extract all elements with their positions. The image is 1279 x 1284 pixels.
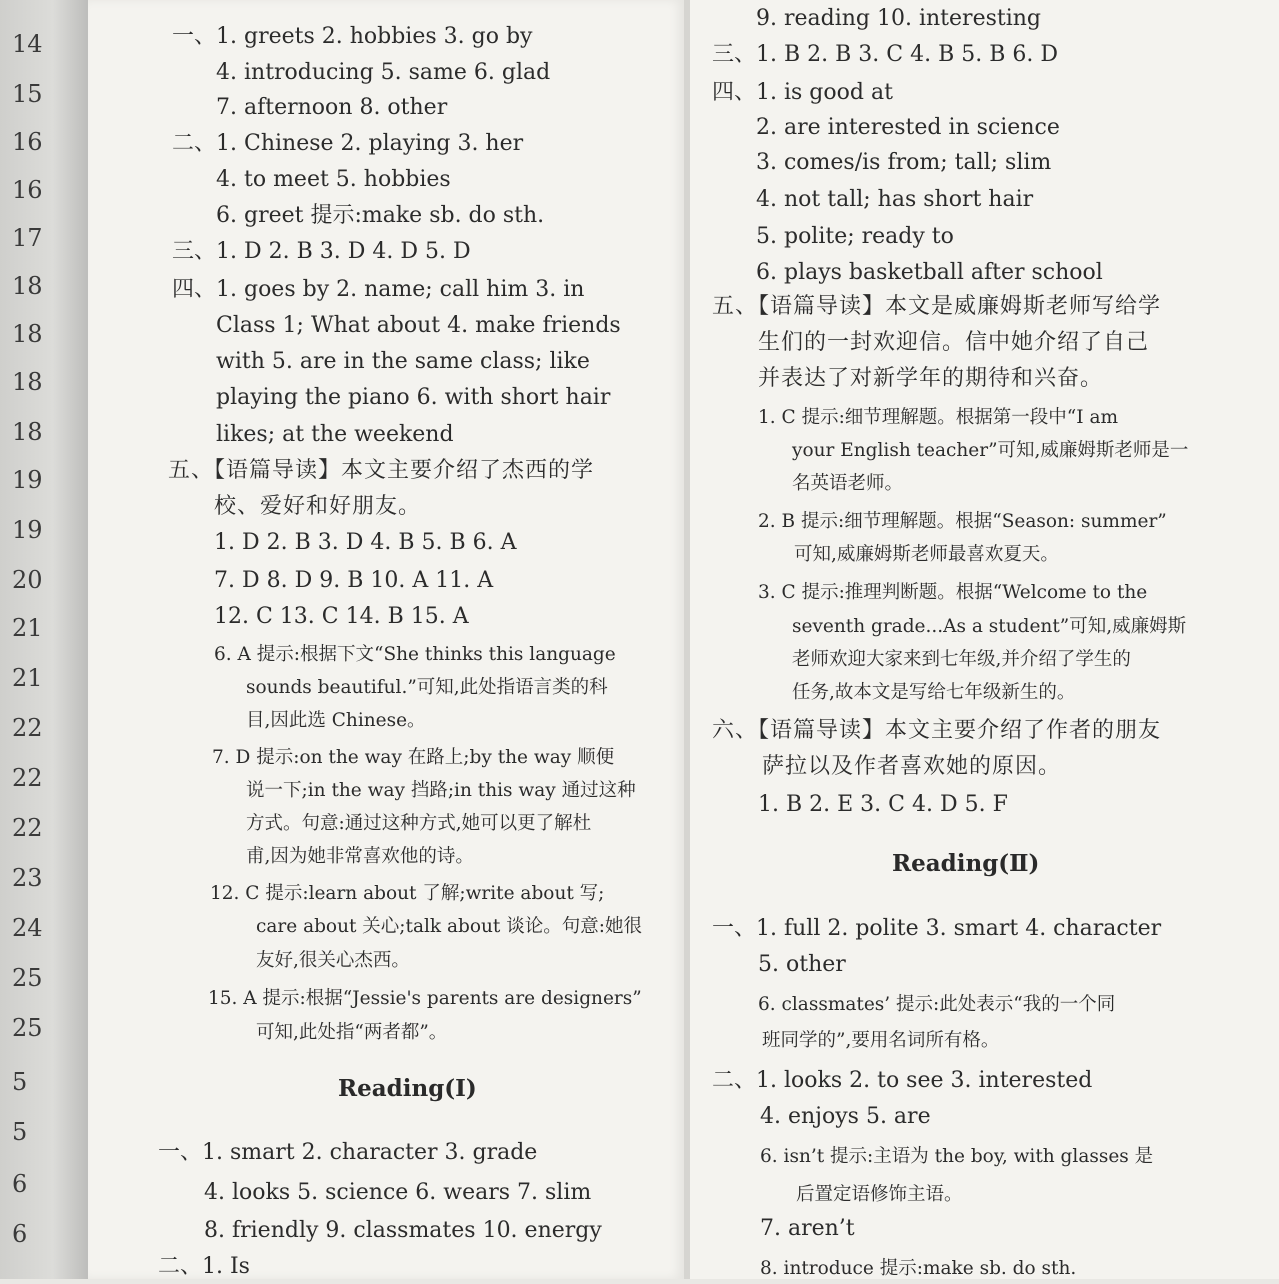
left-answer-line: 五、【语篇导读】本文主要介绍了杰西的学 — [168, 458, 595, 483]
margin-page-number: 6 — [12, 1220, 28, 1248]
margin-page-number: 22 — [12, 714, 43, 742]
margin-page-number: 5 — [12, 1118, 28, 1146]
left-answer-line: 7. afternoon 8. other — [216, 95, 448, 120]
left-answer-line: care about 关心;talk about 谈论。句意:她很 — [256, 916, 642, 937]
right-answer-line: 2. are interested in science — [756, 115, 1060, 140]
margin-page-number: 6 — [12, 1170, 28, 1198]
right-answer-line: 并表达了对新学年的期待和兴奋。 — [758, 366, 1104, 391]
left-answer-line: likes; at the weekend — [216, 422, 454, 447]
left-answer-line: 校、爱好和好朋友。 — [214, 494, 422, 519]
left-answer-line: playing the piano 6. with short hair — [216, 385, 611, 410]
left-answer-line: 4. to meet 5. hobbies — [216, 167, 451, 192]
margin-page-number: 18 — [12, 272, 43, 300]
left-answer-line: 12. C 提示:learn about 了解;write about 写; — [210, 883, 605, 904]
margin-page-number: 19 — [12, 516, 43, 544]
margin-page-number: 16 — [12, 176, 43, 204]
right-answer-line: 8. introduce 提示:make sb. do sth. — [760, 1258, 1077, 1279]
margin-page-number: 25 — [12, 1014, 43, 1042]
left-answer-line: 目,因此选 Chinese。 — [246, 710, 426, 731]
right-answer-line: 任务,故本文是写给七年级新生的。 — [792, 682, 1076, 703]
margin-page-number: 19 — [12, 466, 43, 494]
right-answer-line: 可知,威廉姆斯老师最喜欢夏天。 — [794, 544, 1059, 565]
right-answer-line: 生们的一封欢迎信。信中她介绍了自己 — [758, 330, 1150, 355]
left-answer-line: 三、1. D 2. B 3. D 4. D 5. D — [172, 239, 471, 264]
left-answer-line: 一、1. smart 2. character 3. grade — [158, 1140, 538, 1165]
right-answer-line: 后置定语修饰主语。 — [796, 1184, 963, 1205]
left-answer-line: 二、1. Chinese 2. playing 3. her — [172, 131, 524, 156]
left-answer-line: 说一下;in the way 挡路;in this way 通过这种 — [246, 780, 636, 801]
margin-page-number: 22 — [12, 764, 43, 792]
right-answer-line: 3. C 提示:推理判断题。根据“Welcome to the — [758, 582, 1148, 603]
left-answer-line: Class 1; What about 4. make friends — [216, 313, 621, 338]
margin-page-number: 18 — [12, 320, 43, 348]
right-answer-line: 老师欢迎大家来到七年级,并介绍了学生的 — [792, 649, 1131, 670]
right-answer-line: 二、1. looks 2. to see 3. interested — [712, 1068, 1093, 1093]
left-answer-line: 15. A 提示:根据“Jessie's parents are designers” — [208, 988, 642, 1009]
right-answer-line: seventh grade...As a student”可知,威廉姆斯 — [792, 616, 1187, 637]
margin-page-number: 18 — [12, 418, 43, 446]
left-answer-line: 12. C 13. C 14. B 15. A — [214, 604, 469, 629]
margin-page-number: 22 — [12, 814, 43, 842]
margin-page-number: 20 — [12, 566, 43, 594]
left-answer-line: sounds beautiful.”可知,此处指语言类的科 — [246, 677, 608, 698]
right-section-heading: Reading(Ⅱ) — [892, 850, 1040, 877]
left-answer-line: 6. A 提示:根据下文“She thinks this language — [214, 644, 616, 665]
left-answer-line: 友好,很关心杰西。 — [256, 950, 410, 971]
right-answer-line: 四、1. is good at — [712, 80, 893, 105]
margin-page-number: 21 — [12, 664, 43, 692]
left-answer-line: 甫,因为她非常喜欢他的诗。 — [246, 846, 474, 867]
right-answer-line: 名英语老师。 — [792, 473, 904, 494]
margin-page-number: 21 — [12, 614, 43, 642]
left-section-heading: Reading(Ⅰ) — [338, 1075, 477, 1102]
right-answer-line: 6. plays basketball after school — [756, 260, 1103, 285]
right-answer-line: 六、【语篇导读】本文主要介绍了作者的朋友 — [712, 718, 1162, 743]
right-answer-line: 班同学的”,要用名词所有格。 — [762, 1030, 1000, 1051]
left-answer-line: 四、1. goes by 2. name; call him 3. in — [172, 277, 585, 302]
margin-page-number: 25 — [12, 964, 43, 992]
margin-page-number: 16 — [12, 128, 43, 156]
margin-page-number: 14 — [12, 30, 43, 58]
left-answer-line: 8. friendly 9. classmates 10. energy — [204, 1218, 602, 1243]
margin-page-number: 17 — [12, 224, 43, 252]
right-answer-line: 2. B 提示:细节理解题。根据“Season: summer” — [758, 511, 1167, 532]
right-answer-line: 三、1. B 2. B 3. C 4. B 5. B 6. D — [712, 42, 1059, 67]
left-answer-line: with 5. are in the same class; like — [216, 349, 590, 374]
left-answer-line: 7. D 8. D 9. B 10. A 11. A — [214, 568, 494, 593]
right-answer-line: 6. classmates’ 提示:此处表示“我的一个同 — [758, 994, 1116, 1015]
margin-page-number: 23 — [12, 864, 43, 892]
right-answer-line: 一、1. full 2. polite 3. smart 4. character — [712, 916, 1162, 941]
right-answer-line: 5. other — [758, 952, 846, 977]
margin-page-number: 24 — [12, 914, 43, 942]
right-answer-line: 6. isn’t 提示:主语为 the boy, with glasses 是 — [760, 1146, 1154, 1167]
right-answer-line: 4. not tall; has short hair — [756, 187, 1034, 212]
left-answer-line: 4. introducing 5. same 6. glad — [216, 60, 551, 85]
right-answer-line: 3. comes/is from; tall; slim — [756, 150, 1052, 175]
right-answer-line: 1. B 2. E 3. C 4. D 5. F — [758, 792, 1008, 817]
left-answer-line: 6. greet 提示:make sb. do sth. — [216, 203, 545, 228]
right-answer-line: 7. aren’t — [760, 1216, 855, 1241]
right-answer-line: 萨拉以及作者喜欢她的原因。 — [762, 754, 1062, 779]
right-answer-line: 5. polite; ready to — [756, 224, 954, 249]
margin-page-number: 15 — [12, 80, 43, 108]
right-answer-line: your English teacher”可知,威廉姆斯老师是一 — [792, 440, 1189, 461]
right-answer-line: 9. reading 10. interesting — [756, 6, 1042, 31]
right-answer-line: 4. enjoys 5. are — [760, 1104, 931, 1129]
left-answer-line: 7. D 提示:on the way 在路上;by the way 顺便 — [212, 747, 615, 768]
left-answer-line: 二、1. Is — [158, 1254, 250, 1279]
left-answer-line: 方式。句意:通过这种方式,她可以更了解杜 — [246, 813, 592, 834]
margin-page-number: 18 — [12, 368, 43, 396]
right-answer-line: 1. C 提示:细节理解题。根据第一段中“I am — [758, 407, 1119, 428]
left-answer-line: 4. looks 5. science 6. wears 7. slim — [204, 1180, 592, 1205]
left-answer-line: 一、1. greets 2. hobbies 3. go by — [172, 24, 533, 49]
right-answer-line: 五、【语篇导读】本文是威廉姆斯老师写给学 — [712, 294, 1162, 319]
left-answer-line: 1. D 2. B 3. D 4. B 5. B 6. A — [214, 530, 517, 555]
margin-page-number: 5 — [12, 1068, 28, 1096]
left-answer-line: 可知,此处指“两者都”。 — [256, 1022, 448, 1043]
